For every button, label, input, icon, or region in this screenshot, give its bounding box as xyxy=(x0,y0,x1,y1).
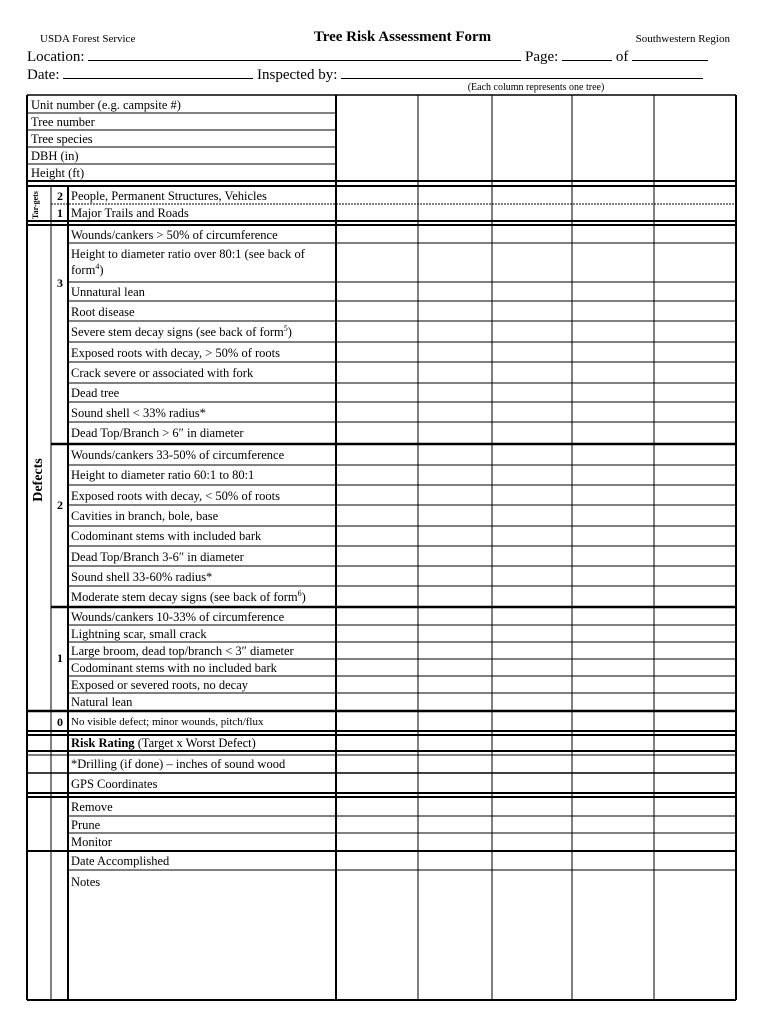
defect-item: Dead Top/Branch 3-6″ in diameter xyxy=(71,550,244,564)
defect-item: Moderate stem decay signs (see back of form$^6$) xyxy=(71,588,306,604)
defect-item: Dead tree xyxy=(71,386,120,400)
defect-item: Lightning scar, small crack xyxy=(71,627,207,641)
column-note: (Each column represents one tree) xyxy=(467,82,605,93)
unit-number-label: Unit number (e.g. campsite #) xyxy=(31,98,181,112)
footnote-ref: 5 xyxy=(283,323,288,333)
defect-item: Sound shell < 33% radius* xyxy=(71,406,206,420)
no-defect-label: No visible defect; minor wounds, pitch/flux xyxy=(71,716,264,728)
tree-species-label: Tree species xyxy=(31,132,93,146)
defect-item: Codominant stems with included bark xyxy=(71,529,262,543)
defect-item: Natural lean xyxy=(71,695,133,709)
defect-item: Root disease xyxy=(71,305,135,319)
risk-rating-formula: (Target x Worst Defect) xyxy=(134,736,256,750)
defect-item: Dead Top/Branch > 6″ in diameter xyxy=(71,426,244,440)
inspected-label: Inspected by: xyxy=(256,67,338,83)
defect-item: Exposed roots with decay, < 50% of roots xyxy=(71,489,280,503)
defect-item: Exposed or severed roots, no decay xyxy=(71,678,249,692)
defect-item: Wounds/cankers 10-33% of circumference xyxy=(71,610,285,624)
defect-item: Height to diameter ratio 60:1 to 80:1 xyxy=(71,468,255,482)
defect-item-text: Moderate stem decay signs (see back of form xyxy=(71,590,298,604)
defect-class-2: 2 xyxy=(57,498,63,512)
of-label: of xyxy=(615,49,629,65)
defect-item: Unnatural lean xyxy=(71,285,145,299)
defect-item: Severe stem decay signs (see back of form$^5$) xyxy=(71,323,292,339)
risk-rating-label xyxy=(71,736,256,750)
agency-name: USDA Forest Service xyxy=(40,33,136,45)
region-name: Southwestern Region xyxy=(635,33,730,45)
dbh-label: DBH (in) xyxy=(31,149,79,163)
gps-label: GPS Coordinates xyxy=(71,777,158,791)
defect-item: Wounds/cankers > 50% of circumference xyxy=(71,228,278,242)
page-label: Page: xyxy=(524,49,559,65)
defect-item: Cavities in branch, bole, base xyxy=(71,509,219,523)
risk-rating-title: Risk Rating xyxy=(71,736,135,750)
defect-item: Wounds/cankers 33-50% of circumference xyxy=(71,448,285,462)
footnote-ref: 4 xyxy=(95,261,100,271)
location-label: Location: xyxy=(27,49,85,65)
date-accomplished-label: Date Accomplished xyxy=(71,854,170,868)
defects-section-label: Defects xyxy=(31,458,46,502)
height-label: Height (ft) xyxy=(31,166,85,180)
prune-label: Prune xyxy=(71,818,101,832)
target-trails-roads: Major Trails and Roads xyxy=(71,206,189,220)
defect-class-3: 3 xyxy=(57,276,63,290)
date-label: Date: xyxy=(27,67,60,83)
footnote-ref: 6 xyxy=(297,588,302,598)
tree-number-label: Tree number xyxy=(31,115,95,129)
monitor-label: Monitor xyxy=(71,835,112,849)
drilling-label: *Drilling (if done) – inches of sound wood xyxy=(71,757,286,771)
defect-item: Sound shell 33-60% radius* xyxy=(71,570,213,584)
notes-label: Notes xyxy=(71,875,101,889)
defect-item: Codominant stems with no included bark xyxy=(71,661,277,675)
target-class-1: 1 xyxy=(57,206,63,220)
targets-section-label: Tar-gets xyxy=(31,191,40,219)
target-class-2: 2 xyxy=(57,189,63,203)
defect-item: Exposed roots with decay, > 50% of roots xyxy=(71,346,280,360)
defect-item: Large broom, dead top/branch < 3″ diameter xyxy=(71,644,294,658)
defect-class-0: 0 xyxy=(57,715,63,729)
remove-label: Remove xyxy=(71,800,113,814)
target-people-structures: People, Permanent Structures, Vehicles xyxy=(71,189,267,203)
defect-item-text: Height to diameter ratio over 80:1 (see back of form xyxy=(71,247,305,277)
defect-item: Height to diameter ratio over 80:1 (see back of form$^4$) xyxy=(71,247,305,277)
form-title: Tree Risk Assessment Form xyxy=(313,29,492,45)
defect-class-1: 1 xyxy=(57,651,63,665)
defect-item-text: Severe stem decay signs (see back of form xyxy=(71,325,284,339)
defect-item: Crack severe or associated with fork xyxy=(71,366,254,380)
